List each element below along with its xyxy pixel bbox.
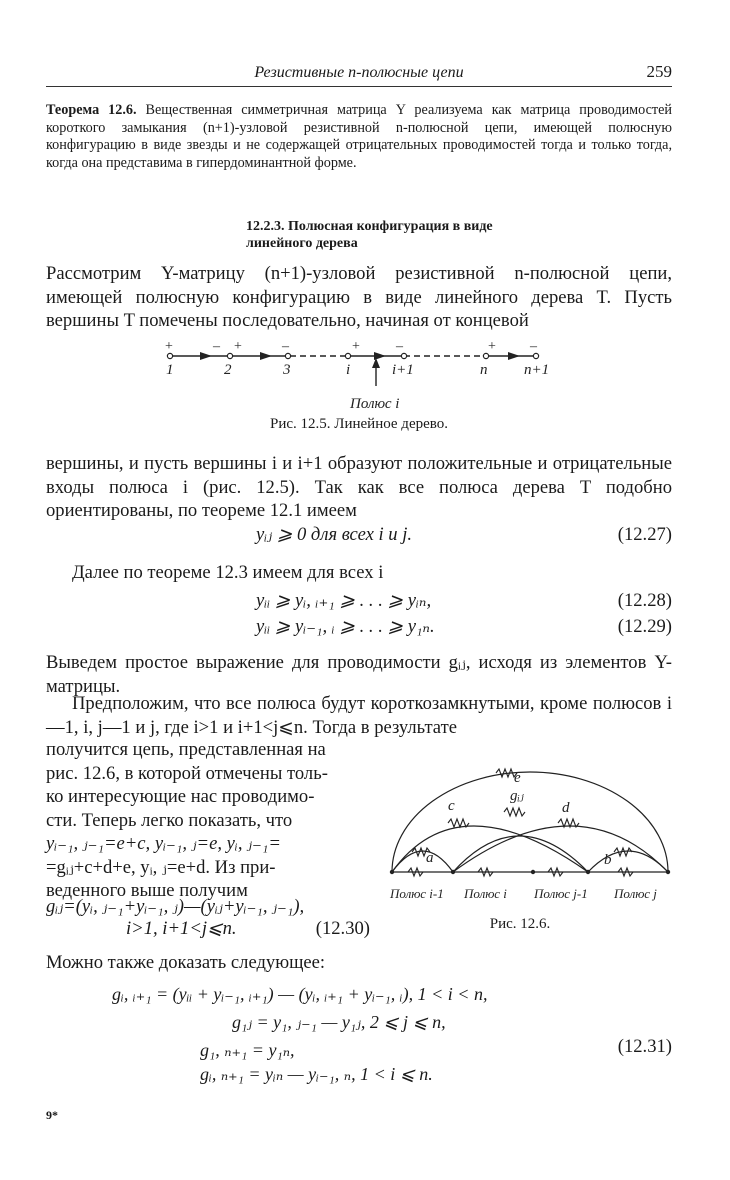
label-d: d [562, 800, 570, 816]
pole-label-2: Полюс i [464, 886, 507, 901]
running-header [46, 62, 672, 87]
paragraph-4-wrap [46, 738, 370, 903]
paragraph-1: Рассмотрим Y-матрицу (n+1)-узловой резистивной n-полюсной цепи, имеющей полюсную конфигурацию в виде линейного дерева T. Пусть вершины T помечены последовательно, начиная от концевой [46, 263, 672, 331]
section-heading [246, 218, 576, 252]
node-label-1: 1 [166, 362, 174, 378]
label-gij: gᵢⱼ [510, 788, 524, 804]
equation-12-28 [46, 590, 672, 614]
wrap-line-4: сти. Теперь легко показать, что [46, 809, 293, 831]
node-label-2: 2 [224, 362, 232, 378]
theorem-12-6 [46, 102, 672, 172]
section-title-line2: линейного дерева [246, 236, 358, 251]
section-number: 12.2.3. [246, 219, 285, 234]
circuit-figure-12-6 [378, 760, 678, 910]
eq-12-30-num: (12.30) [315, 918, 370, 939]
node-label-n: n [480, 362, 488, 378]
sign-6: – [396, 339, 403, 354]
signature-mark: 9* [46, 1108, 58, 1122]
eq-12-31-line2: g₁ⱼ = y₁, ⱼ₋₁ — y₁ⱼ, 2 ⩽ j ⩽ n, [232, 1012, 446, 1032]
section-title-line1: Полюсная конфигурация в виде [288, 219, 493, 234]
equation-12-29 [46, 616, 672, 640]
eq-12-30-line1: gᵢⱼ=(yᵢ, ⱼ₋₁+yᵢ₋₁, ⱼ)—(yᵢⱼ+yᵢ₋₁, ⱼ₋₁), [46, 896, 305, 917]
theorem-text: Вещественная симметричная матрица Y реализуема как матрица проводимостей короткого замыкания (n+1)-узловой резистивной n-полюсной цепи, имеющей полюсную конфигурацию в виде звезды и не содержащей отрицательных проводимостей тогда и только тогда, когда она представима в гипердоминантной форме. [46, 102, 672, 171]
eq-12-31-num: (12.31) [617, 1036, 672, 1057]
label-e: e [514, 770, 521, 786]
label-b: b [604, 852, 612, 868]
node-label-i: i [346, 362, 351, 378]
wrap-line-5: yᵢ₋₁, ⱼ₋₁=e+c, yᵢ₋₁, ⱼ=e, yᵢ, ⱼ₋₁= [46, 833, 281, 854]
theorem-label: Теорема 12.6. [46, 102, 137, 118]
eq-12-30-line2: i>1, i+1<j⩽n. [126, 918, 237, 939]
pole-label-3: Полюс j-1 [534, 886, 588, 901]
sign-5: + [352, 339, 360, 354]
linear-tree-figure [150, 338, 570, 420]
eq-12-31-line4: gᵢ, ₙ₊₁ = yᵢₙ — yᵢ₋₁, ₙ, 1 < i ⩽ n. [200, 1064, 433, 1084]
line-before-eq-28: Далее по теореме 12.3 имеем для всех i [72, 562, 384, 583]
eq-12-28-expr: yᵢᵢ ⩾ yᵢ, ᵢ₊₁ ⩾ . . . ⩾ yᵢₙ, [256, 590, 432, 611]
sign-8: – [530, 339, 537, 354]
label-a: a [426, 850, 434, 866]
eq-12-27-expr: yᵢⱼ ⩾ 0 для всех i и j. [256, 524, 413, 545]
eq-12-29-expr: yᵢᵢ ⩾ yᵢ₋₁, ᵢ ⩾ . . . ⩾ y₁ₙ. [256, 616, 435, 637]
node-label-3: 3 [283, 362, 291, 378]
wrap-line-6: =gᵢⱼ+c+d+e, yᵢ, ⱼ=e+d. Из при- [46, 856, 276, 878]
label-c: c [448, 798, 455, 814]
header-title: Резистивные n-полюсные цепи [254, 64, 464, 81]
eq-12-31-line1: gᵢ, ᵢ₊₁ = (yᵢᵢ + yᵢ₋₁, ᵢ₊₁) — (yᵢ, ᵢ₊₁ + yᵢ₋₁, ᵢ), 1 < i < n, [112, 984, 488, 1004]
figure-12-6-caption: Рис. 12.6. [489, 916, 551, 932]
sign-2: – [213, 339, 220, 354]
sign-4: – [282, 339, 289, 354]
wrap-line-2: рис. 12.6, в которой отмечены толь- [46, 762, 328, 784]
pole-label-4: Полюс j [614, 886, 657, 901]
sign-7: + [488, 339, 496, 354]
paragraph-3: Выведем простое выражение для проводимости gᵢⱼ, исходя из элементов Y-матрицы. [46, 652, 672, 697]
pole-label-1: Полюс i-1 [390, 886, 444, 901]
node-label-n+1: n+1 [524, 362, 550, 378]
sign-1: + [165, 339, 173, 354]
page-number: 259 [646, 62, 672, 81]
wrap-line-7: веденного выше получим [46, 880, 248, 901]
paragraph-5: Можно также доказать следующее: [46, 952, 326, 973]
eq-12-31-line3: g₁, ₙ₊₁ = y₁ₙ, [200, 1040, 295, 1060]
sign-3: + [234, 339, 242, 354]
wrap-line-1: получится цепь, представленная на [46, 739, 326, 760]
figure-12-5-caption: Рис. 12.5. Линейное дерево. [270, 416, 448, 432]
equation-12-27 [46, 524, 672, 548]
wrap-line-3: ко интересующие нас проводимо- [46, 786, 315, 807]
equation-12-30 [46, 896, 370, 946]
node-label-i+1: i+1 [392, 362, 414, 378]
paragraph-2: вершины, и пусть вершины i и i+1 образуют положительные и отрицательные входы полюса i (рис. 12.5). Так как все полюса дерева T подобно ориентированы, по теореме 12.1 имеем [46, 453, 672, 521]
eq-12-28-num: (12.28) [617, 590, 672, 611]
paragraph-4-full: Предположим, что все полюса будут короткозамкнутыми, кроме полюсов i—1, i, j—1 и j, где i>1 и i+1<j⩽n. Тогда в результате [46, 693, 672, 738]
eq-12-27-num: (12.27) [617, 524, 672, 545]
eq-12-29-num: (12.29) [617, 616, 672, 637]
pole-i-label: Полюс i [350, 396, 400, 412]
